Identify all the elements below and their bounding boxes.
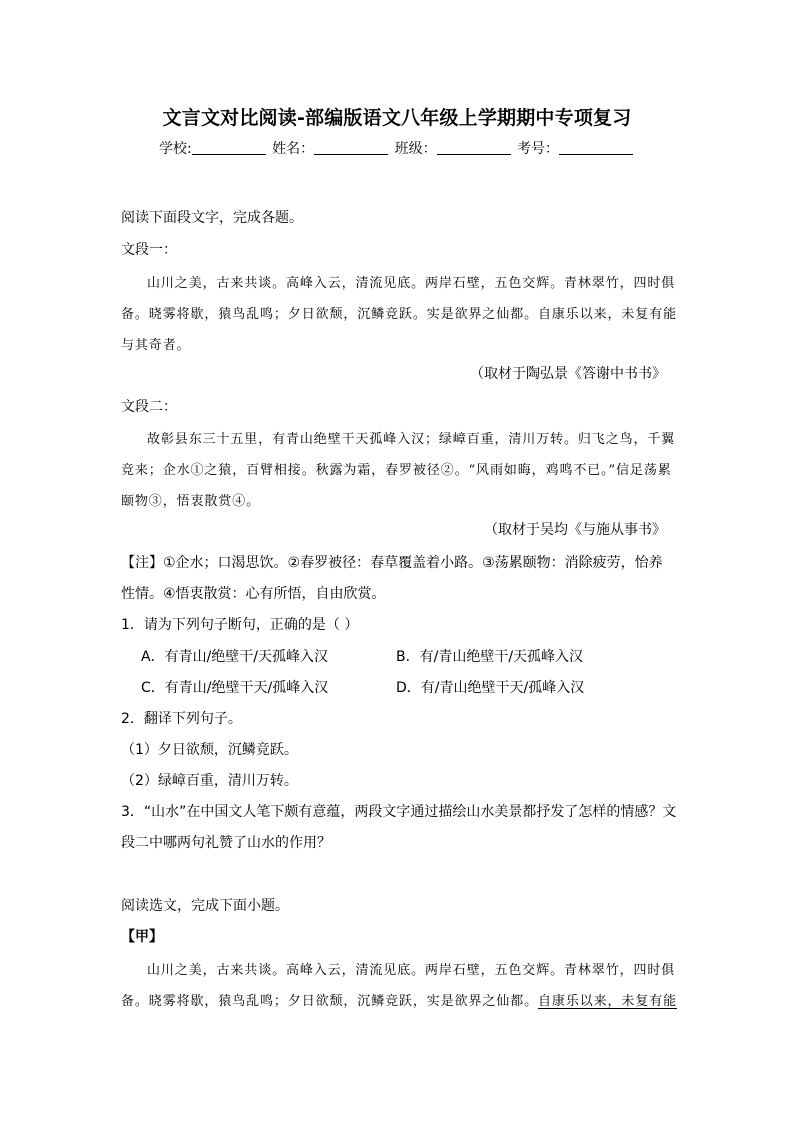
part1-line: 备。晓雾将歇，猿鸟乱鸣；夕日欲颓，沉鳞竞跃。实是欲界之仙都。自康乐以来，未复有能 (121, 307, 678, 322)
part2-label: 文段二： (121, 399, 177, 415)
section2-intro: 阅读选文，完成下面小题。 (121, 898, 289, 914)
jia-line: 山川之美，古来共谈。高峰入云，清流见底。两岸石壁，五色交辉。青林翠竹，四时俱 (147, 963, 676, 978)
part2-source: （取材于吴均《与施从事书》 (484, 522, 666, 538)
q1-option-c[interactable]: C．有青山/绝壁干天/孤峰入汉 (141, 680, 329, 696)
question-3-line: 3．“山水”在中国文人笔下颇有意蕴，两段文字通过描绘山水美景都抒发了怎样的情感？文 (121, 804, 677, 820)
student-info-line (0, 138, 794, 158)
question-1: 1．请为下列句子断句，正确的是（ ） (121, 617, 359, 633)
school-blank[interactable] (192, 140, 266, 155)
jia-line-underlined: 自康乐以来，未复有能 (538, 994, 678, 1009)
q1-option-d[interactable]: D．有/青山绝壁干天/孤峰入汉 (396, 680, 585, 696)
class-blank[interactable] (437, 140, 511, 155)
q1-option-b[interactable]: B．有/青山绝壁干/天孤峰入汉 (396, 649, 584, 665)
question-3-line: 段二中哪两句礼赞了山水的作用？ (121, 835, 331, 851)
class-label: 班级： (394, 141, 437, 157)
part1-source: （取材于陶弘景《答谢中书书》 (470, 366, 666, 382)
q2-item: （2）绿嶂百重，清川万转。 (121, 773, 298, 789)
school-label: 学校: (158, 141, 192, 157)
name-blank[interactable] (314, 140, 388, 155)
part1-label: 文段一： (121, 242, 177, 258)
part2-line: 故彰县东三十五里，有青山绝壁干天孤峰入汉；绿嶂百重，清川万转。归飞之鸟，千翼 (147, 432, 676, 447)
note-line: 性情。④悟衷散赏：心有所悟，自由欣赏。 (121, 586, 386, 602)
jia-line (121, 990, 677, 1009)
page-title: 文言文对比阅读-部编版语文八年级上学期期中专项复习 (162, 107, 632, 129)
q1-option-a[interactable]: A．有青山/绝壁干/天孤峰入汉 (141, 649, 329, 665)
question-2: 2．翻译下列句子。 (121, 711, 242, 727)
section1-intro: 阅读下面段文字，完成各题。 (121, 210, 303, 226)
note-line: 【注】①企水；口渴思饮。②春罗被径：春草覆盖着小路。③荡累颐物：消除疲劳，怡养 (121, 555, 663, 571)
name-label: 姓名： (272, 141, 315, 157)
part1-line: 与其奇者。 (121, 338, 191, 353)
exam-no-blank[interactable] (559, 140, 633, 155)
part1-line: 山川之美，古来共谈。高峰入云，清流见底。两岸石壁，五色交辉。青林翠竹，四时俱 (147, 276, 676, 291)
part-jia-label: 【甲】 (121, 929, 163, 945)
part2-line: 颐物③，悟衷散赏④。 (121, 494, 261, 509)
q2-item: （1）夕日欲颓，沉鳞竞跃。 (121, 742, 298, 758)
part2-line: 竞来；企水①之猿，百臂相接。秋露为霜，春罗被径②。“风雨如晦，鸡鸣不已。”信足荡累 (121, 463, 672, 478)
exam-no-label: 考号： (517, 141, 560, 157)
jia-line-plain: 备。晓雾将歇，猿鸟乱鸣；夕日欲颓，沉鳞竞跃，实是欲界之仙都。 (121, 994, 539, 1009)
